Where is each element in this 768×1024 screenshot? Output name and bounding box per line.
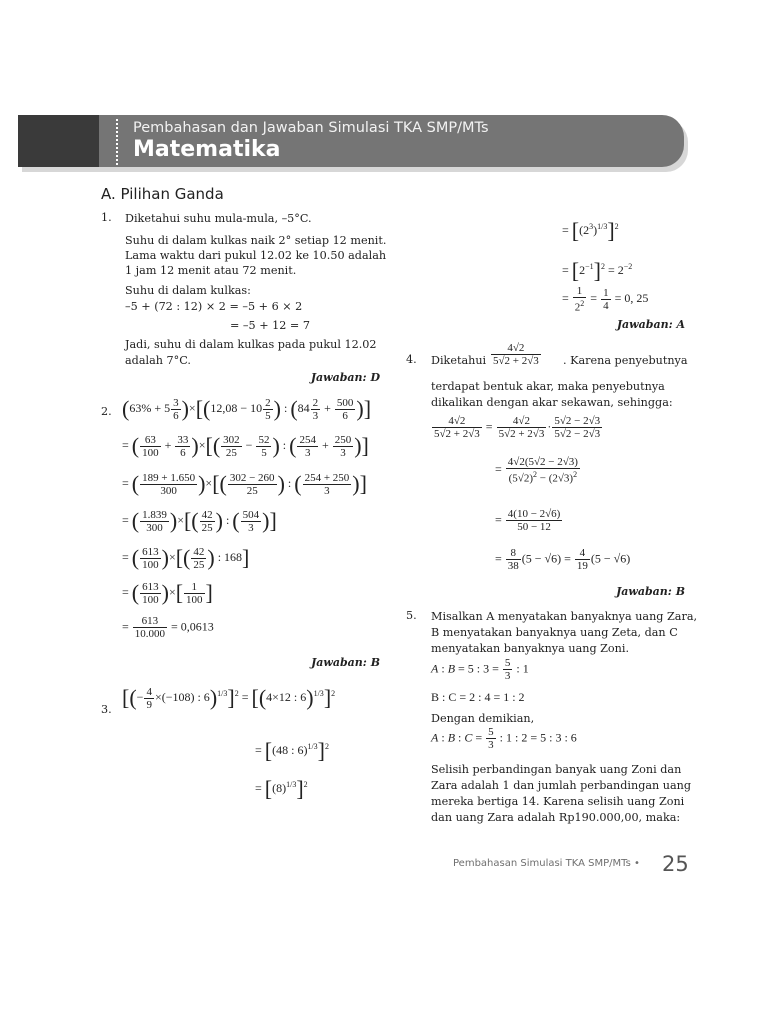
q5-closing: mereka bertiga 14. Karena selisih uang Zoni: [431, 795, 685, 808]
header-dotted-divider: [116, 119, 118, 165]
q4-expression-3: = $\frac{4(10 - 2√6)}{50 - 12}$: [495, 508, 561, 533]
q5-line: menyatakan banyaknya uang Zoni.: [431, 642, 630, 655]
header-subtitle: Pembahasan dan Jawaban Simulasi TKA SMP/MTs: [133, 120, 489, 136]
q3-expression-2: = [(48 : 6)$^{1/3}$]$^2$: [255, 738, 329, 763]
q4-intro: Diketahui: [431, 354, 487, 367]
q1-line: 1 jam 12 menit atau 72 menit.: [125, 264, 297, 277]
q1-line: Lama waktu dari pukul 12.02 ke 10.50 adalah: [125, 249, 387, 262]
q2-expression-1: (63% + 5 $\frac{3}{6}$ )×[(12,08 − 10 $\frac{2}{5}$ ) : (84 $\frac{2}{3}$ + $\frac{500}{6}$ )]: [122, 396, 372, 422]
q4-expression-1: $\frac{4√2}{5√2 + 2√3}$ = $\frac{4√2}{5√2 + 2√3}$ · $\frac{5√2 - 2√3}{5√2 - 2√3}$: [434, 415, 601, 440]
q1-line: Suhu di dalam kulkas naik 2° setiap 12 menit.: [125, 234, 387, 247]
q1-line: adalah 7°C.: [125, 354, 191, 367]
q3-expression-4: = $[(2^3)^{1/3}]^2$: [562, 218, 619, 243]
q2-expression-6: = ( $\frac{613}{100}$ )×[ $\frac{1}{100}$ ]: [122, 580, 213, 606]
q4-number: 4.: [406, 353, 417, 366]
q1-number: 1.: [101, 211, 112, 224]
q2-number: 2.: [101, 405, 112, 418]
q4-answer: Jawaban: B: [616, 585, 685, 598]
q2-expression-3: = ( $\frac{189 + 1.650}{300}$ )×[( $\frac{302 - 260}{25}$ ) : ( $\frac{254 + 250}{3}$ )]: [122, 471, 367, 497]
q5-line: Misalkan A menyatakan banyaknya uang Zara,: [431, 610, 698, 623]
q1-line: –5 + (72 : 12) × 2 = –5 + 6 × 2: [125, 300, 303, 313]
q5-number: 5.: [406, 609, 417, 622]
q5-dengan: Dengan demikian,: [431, 712, 535, 725]
header-dark-block: [18, 115, 99, 167]
q5-ratio-ab: A : B = 5 : 3 = $\frac{5}{3}$ : 1: [431, 657, 529, 682]
q2-expression-5: = ( $\frac{613}{100}$ )×[( $\frac{42}{25}$ ) : 168]: [122, 545, 250, 571]
q3-expression-5: = $[2^{-1}]^2 = 2^{-2}$: [562, 258, 633, 283]
q5-closing: dan uang Zara adalah Rp190.000,00, maka:: [431, 811, 681, 824]
q4-line: terdapat bentuk akar, maka penyebutnya: [431, 380, 665, 393]
q4-given-fraction: $\frac{4√2}{5√2 + 2√3}$: [493, 342, 539, 367]
chapter-header: [18, 115, 686, 167]
header-title: Matematika: [133, 137, 281, 162]
q4-line: dikalikan dengan akar sekawan, sehingga:: [431, 396, 673, 409]
q5-closing: Zara adalah 1 dan jumlah perbandingan uang: [431, 779, 692, 792]
q2-expression-4: = ( $\frac{1.839}{300}$ )×[( $\frac{42}{25}$ ) : ( $\frac{504}{3}$ )]: [122, 508, 277, 534]
q3-expression-6: = $\frac{1}{2^2}$ = $\frac{1}{4}$ = 0, 25: [562, 285, 649, 314]
q1-line: = –5 + 12 = 7: [230, 319, 310, 332]
q5-line: B menyatakan banyaknya uang Zeta, dan C: [431, 626, 678, 639]
q3-expression-3: = $[(8)^{1/3}]^2$: [255, 776, 308, 801]
q3-expression-1: [(− $\frac{4}{9}$ ×(−108) : 6)$^{1/3}$]$^2$ = [(4×12 : 6)$^{1/3}$]$^2$: [122, 685, 336, 711]
q4-expression-4: = $\frac{8}{38}$ (5 − √6) = $\frac{4}{19}$ (5 − √6): [495, 547, 631, 572]
q2-expression-7: = $\frac{613}{10.000}$ = 0,0613: [122, 615, 214, 640]
q5-closing: Selisih perbandingan banyak uang Zoni dan: [431, 763, 682, 776]
footer-text: Pembahasan Simulasi TKA SMP/MTs •: [453, 858, 640, 869]
q3-number: 3.: [101, 703, 112, 716]
q2-answer: Jawaban: B: [311, 656, 380, 669]
q3-final: = 0, 25: [614, 291, 649, 306]
page-number: 25: [662, 852, 689, 876]
section-heading: A. Pilihan Ganda: [101, 185, 224, 203]
q1-answer: Jawaban: D: [310, 371, 380, 384]
q1-line: Diketahui suhu mula-mula, –5°C.: [125, 212, 312, 225]
q4-expression-2: = $\frac{4√2(5√2 - 2√3)}{(5√2)^2 - (2√3)^2}$: [495, 456, 578, 485]
q5-ratio-bc: B : C = 2 : 4 = 1 : 2: [431, 690, 525, 704]
q1-line: Jadi, suhu di dalam kulkas pada pukul 12.02: [125, 338, 377, 351]
q5-ratio-abc: A : B : C = $\frac{5}{3}$ : 1 : 2 = 5 : 3 : 6: [431, 726, 577, 751]
q2-result: = 0,0613: [171, 619, 214, 634]
q3-answer: Jawaban: A: [616, 318, 685, 331]
q2-expression-2: = ( $\frac{63}{100}$ + $\frac{33}{6}$ )×[( $\frac{302}{25}$ − $\frac{52}{5}$ ) : ( $\frac{254}{3}$ + $\frac{250}{3}$ )]: [122, 433, 369, 459]
q1-line: Suhu di dalam kulkas:: [125, 284, 251, 297]
q4-intro-continued: . Karena penyebutnya: [563, 354, 688, 367]
